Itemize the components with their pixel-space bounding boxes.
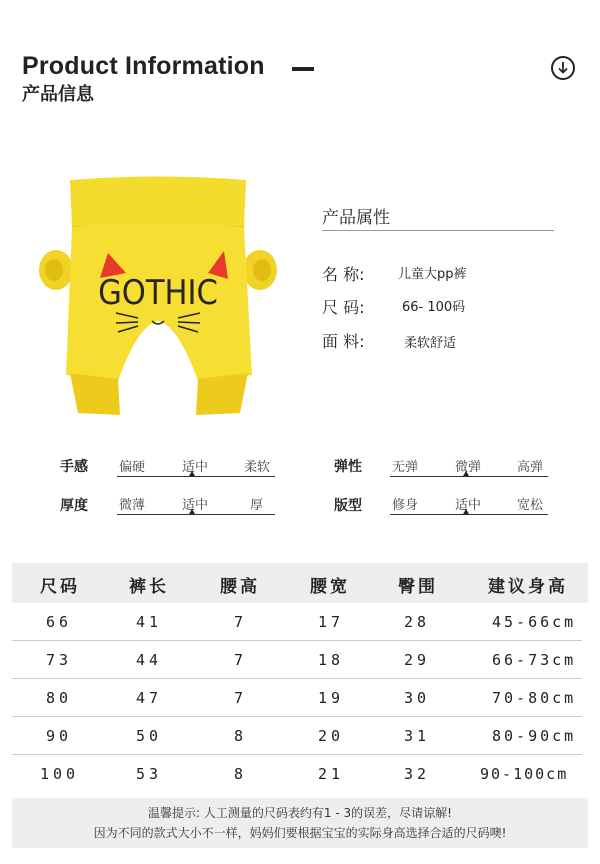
table-cell: 90-100cm bbox=[480, 765, 569, 783]
attributes-title: 产品属性 bbox=[322, 208, 390, 228]
table-cell: 29 bbox=[404, 651, 431, 669]
attribute-value: 柔软舒适 bbox=[404, 336, 457, 351]
table-cell: 100 bbox=[40, 765, 80, 783]
table-cell: 28 bbox=[404, 613, 431, 631]
table-cell: 73 bbox=[46, 651, 73, 669]
scale-option: 微弹 bbox=[455, 460, 482, 475]
table-cell: 80-90cm bbox=[492, 727, 577, 745]
scale-option: 微薄 bbox=[119, 498, 146, 513]
table-cell: 66-73cm bbox=[492, 651, 577, 669]
scale-option: 修身 bbox=[392, 498, 419, 513]
table-cell: 17 bbox=[318, 613, 345, 631]
table-cell: 80 bbox=[46, 689, 73, 707]
attribute-key: 尺 码: bbox=[322, 298, 365, 317]
table-cell: 66 bbox=[46, 613, 73, 631]
attributes-divider bbox=[322, 230, 554, 231]
scale-selected-marker bbox=[463, 471, 469, 476]
table-cell: 90 bbox=[46, 727, 73, 745]
table-cell: 70-80cm bbox=[492, 689, 577, 707]
table-cell: 47 bbox=[136, 689, 163, 707]
table-row bbox=[12, 717, 588, 755]
table-cell: 44 bbox=[136, 651, 163, 669]
attribute-key: 面 料: bbox=[322, 332, 365, 351]
table-cell: 45-66cm bbox=[492, 613, 577, 631]
scroll-down-icon[interactable] bbox=[551, 56, 575, 80]
table-cell: 7 bbox=[234, 651, 248, 669]
table-cell: 53 bbox=[136, 765, 163, 783]
scale-selected-marker bbox=[463, 509, 469, 514]
attribute-value: 儿童大pp裤 bbox=[398, 267, 467, 282]
table-row bbox=[12, 603, 588, 641]
column-header: 裤长 bbox=[129, 577, 169, 597]
scale-label-fit: 版型 bbox=[334, 498, 362, 514]
scale-line bbox=[390, 514, 548, 515]
size-table-header bbox=[12, 563, 588, 603]
scale-option: 厚 bbox=[250, 498, 264, 513]
scale-option: 适中 bbox=[182, 460, 209, 475]
table-cell: 41 bbox=[136, 613, 163, 631]
table-cell: 7 bbox=[234, 613, 248, 631]
scale-line bbox=[390, 476, 548, 477]
scale-selected-marker bbox=[189, 509, 195, 514]
table-cell: 18 bbox=[318, 651, 345, 669]
table-cell: 30 bbox=[404, 689, 431, 707]
scale-label-feel: 手感 bbox=[60, 459, 88, 475]
table-cell: 31 bbox=[404, 727, 431, 745]
table-cell: 32 bbox=[404, 765, 431, 783]
title-dash-decoration bbox=[292, 67, 314, 71]
column-header: 腰宽 bbox=[310, 577, 350, 597]
table-cell: 19 bbox=[318, 689, 345, 707]
table-cell: 20 bbox=[318, 727, 345, 745]
table-row bbox=[12, 641, 588, 679]
size-notice bbox=[12, 798, 588, 848]
scale-option: 适中 bbox=[455, 498, 482, 513]
column-header: 腰高 bbox=[220, 577, 260, 597]
scale-option: 适中 bbox=[182, 498, 209, 513]
column-header: 建议身高 bbox=[488, 577, 568, 597]
table-cell: 8 bbox=[234, 765, 248, 783]
scale-option: 偏硬 bbox=[119, 460, 146, 475]
table-row bbox=[12, 679, 588, 717]
notice-line-2: 因为不同的款式大小不一样，妈妈们要根据宝宝的实际身高选择合适的尺码噢! bbox=[93, 826, 507, 840]
attribute-value: 66- 100码 bbox=[402, 300, 466, 315]
column-header: 臀围 bbox=[398, 577, 438, 597]
product-image bbox=[38, 175, 278, 415]
attribute-key: 名 称: bbox=[322, 265, 365, 284]
table-cell: 8 bbox=[234, 727, 248, 745]
scale-option: 无弹 bbox=[392, 460, 419, 475]
scale-line bbox=[117, 476, 275, 477]
scale-option: 宽松 bbox=[517, 498, 544, 513]
page-title-chinese: 产品信息 bbox=[22, 84, 94, 105]
scale-option: 柔软 bbox=[244, 460, 271, 475]
table-row bbox=[12, 755, 588, 793]
table-cell: 21 bbox=[318, 765, 345, 783]
table-cell: 7 bbox=[234, 689, 248, 707]
column-header: 尺码 bbox=[40, 577, 80, 597]
scale-option: 高弹 bbox=[517, 460, 544, 475]
table-cell: 50 bbox=[136, 727, 163, 745]
print-text: GOTHIC bbox=[98, 273, 218, 313]
scale-line bbox=[117, 514, 275, 515]
scale-selected-marker bbox=[189, 471, 195, 476]
scale-label-thickness: 厚度 bbox=[60, 498, 88, 514]
notice-line-1: 温馨提示: 人工测量的尺码表约有1 - 3的误差，尽请谅解! bbox=[148, 806, 452, 820]
scale-label-elasticity: 弹性 bbox=[334, 459, 362, 475]
page-title-english: Product Information bbox=[22, 52, 265, 80]
